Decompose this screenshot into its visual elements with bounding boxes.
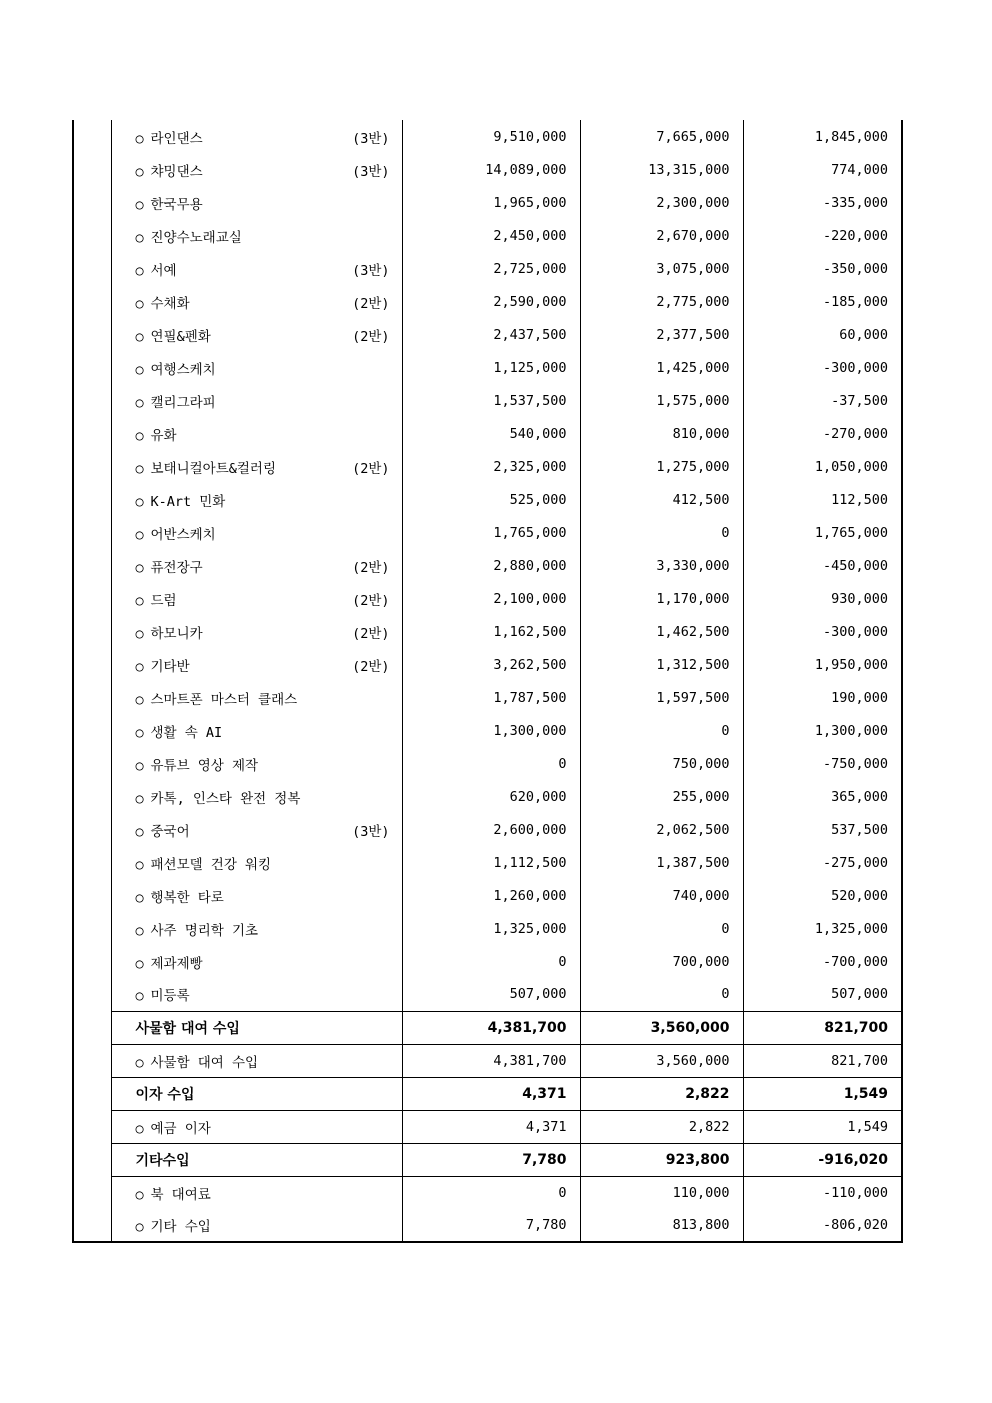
table-row (73, 879, 902, 912)
difference-cell: 930,000 (743, 582, 902, 615)
prior-amount-cell: 1,170,000 (580, 582, 743, 615)
difference-cell: -110,000 (743, 1176, 902, 1209)
table-row (73, 912, 902, 945)
amount-cell: 9,510,000 (402, 120, 580, 153)
class-count-note: (2반) (352, 592, 390, 609)
indent-cell (73, 1209, 111, 1242)
item-label: 챠밍댄스 (150, 163, 203, 180)
item-label: 캘리그라피 (150, 394, 216, 411)
prior-amount-cell: 3,560,000 (580, 1011, 743, 1044)
item-label: 패션모델 건강 워킹 (150, 856, 272, 873)
bullet-circle-icon: ○ (135, 691, 144, 708)
table-row (73, 120, 902, 153)
difference-cell: 112,500 (743, 483, 902, 516)
item-label: 어반스케치 (150, 526, 216, 543)
prior-amount-cell: 2,822 (580, 1077, 743, 1110)
item-cell (111, 120, 402, 153)
item-cell (111, 648, 402, 681)
bullet-circle-icon: ○ (135, 163, 144, 180)
difference-cell: -806,020 (743, 1209, 902, 1242)
table-row (73, 549, 902, 582)
item-cell (111, 318, 402, 351)
difference-cell: 1,845,000 (743, 120, 902, 153)
amount-cell: 2,437,500 (402, 318, 580, 351)
item-cell (111, 219, 402, 252)
bullet-circle-icon: ○ (135, 328, 144, 345)
difference-cell: -300,000 (743, 615, 902, 648)
prior-amount-cell: 750,000 (580, 747, 743, 780)
item-label: 진양수노래교실 (150, 229, 242, 246)
item-label: 미등록 (150, 988, 190, 1005)
indent-cell (73, 1077, 111, 1110)
item-cell (111, 186, 402, 219)
prior-amount-cell: 2,377,500 (580, 318, 743, 351)
indent-cell (73, 351, 111, 384)
item-cell (111, 516, 402, 549)
item-label: 드럼 (150, 592, 177, 609)
budget-table-body (73, 120, 902, 1242)
indent-cell (73, 516, 111, 549)
prior-amount-cell: 7,665,000 (580, 120, 743, 153)
item-label: 카톡, 인스타 완전 정복 (150, 790, 301, 807)
indent-cell (73, 747, 111, 780)
indent-cell (73, 384, 111, 417)
difference-cell: -335,000 (743, 186, 902, 219)
item-cell (111, 582, 402, 615)
item-cell (111, 549, 402, 582)
table-row (73, 384, 902, 417)
amount-cell: 1,765,000 (402, 516, 580, 549)
difference-cell: 520,000 (743, 879, 902, 912)
difference-cell: -270,000 (743, 417, 902, 450)
item-cell (111, 384, 402, 417)
indent-cell (73, 186, 111, 219)
item-label: 서예 (150, 262, 177, 279)
table-row (73, 450, 902, 483)
prior-amount-cell: 0 (580, 714, 743, 747)
amount-cell: 7,780 (402, 1209, 580, 1242)
indent-cell (73, 681, 111, 714)
class-count-note: (2반) (352, 625, 390, 642)
class-count-note: (3반) (352, 130, 390, 147)
bullet-circle-icon: ○ (135, 856, 144, 873)
item-label: 제과제빵 (150, 955, 203, 972)
amount-cell: 525,000 (402, 483, 580, 516)
difference-cell: 507,000 (743, 978, 902, 1011)
difference-cell: 190,000 (743, 681, 902, 714)
section-row (73, 1143, 902, 1176)
indent-cell (73, 714, 111, 747)
item-cell (111, 615, 402, 648)
item-label: 북 대여료 (150, 1186, 211, 1203)
bullet-circle-icon: ○ (135, 427, 144, 444)
prior-amount-cell: 813,800 (580, 1209, 743, 1242)
item-label: 수채화 (150, 295, 190, 312)
prior-amount-cell: 3,075,000 (580, 252, 743, 285)
amount-cell: 1,325,000 (402, 912, 580, 945)
item-cell (111, 945, 402, 978)
indent-cell (73, 1143, 111, 1176)
difference-cell: -750,000 (743, 747, 902, 780)
prior-amount-cell: 2,775,000 (580, 285, 743, 318)
prior-amount-cell: 255,000 (580, 780, 743, 813)
section-row (73, 1077, 902, 1110)
item-label: 스마트폰 마스터 클래스 (150, 691, 298, 708)
item-cell (111, 780, 402, 813)
difference-cell: 1,765,000 (743, 516, 902, 549)
table-row (73, 1176, 902, 1209)
bullet-circle-icon: ○ (135, 493, 144, 510)
prior-amount-cell: 740,000 (580, 879, 743, 912)
bullet-circle-icon: ○ (135, 790, 144, 807)
bullet-circle-icon: ○ (135, 823, 144, 840)
amount-cell: 4,371 (402, 1077, 580, 1110)
class-count-note: (2반) (352, 658, 390, 675)
table-row (73, 1044, 902, 1077)
amount-cell: 4,381,700 (402, 1044, 580, 1077)
item-label: 행복한 타로 (150, 889, 224, 906)
table-row (73, 1110, 902, 1143)
prior-amount-cell: 110,000 (580, 1176, 743, 1209)
item-cell (111, 1209, 402, 1242)
item-cell (111, 813, 402, 846)
class-count-note: (3반) (352, 823, 390, 840)
bullet-circle-icon: ○ (135, 526, 144, 543)
table-row (73, 846, 902, 879)
indent-cell (73, 450, 111, 483)
indent-cell (73, 879, 111, 912)
prior-amount-cell: 412,500 (580, 483, 743, 516)
bullet-circle-icon: ○ (135, 922, 144, 939)
bullet-circle-icon: ○ (135, 757, 144, 774)
prior-amount-cell: 3,560,000 (580, 1044, 743, 1077)
table-row (73, 186, 902, 219)
item-cell (111, 450, 402, 483)
table-row (73, 252, 902, 285)
item-cell (111, 747, 402, 780)
item-label: 퓨전장구 (150, 559, 203, 576)
table-row (73, 219, 902, 252)
indent-cell (73, 582, 111, 615)
table-row (73, 615, 902, 648)
prior-amount-cell: 2,062,500 (580, 813, 743, 846)
table-row (73, 747, 902, 780)
difference-cell: 1,549 (743, 1110, 902, 1143)
table-row (73, 714, 902, 747)
indent-cell (73, 1176, 111, 1209)
section-row (73, 1011, 902, 1044)
class-count-note: (3반) (352, 262, 390, 279)
item-cell (111, 417, 402, 450)
item-cell (111, 285, 402, 318)
item-label: 하모니카 (150, 625, 203, 642)
difference-cell: -300,000 (743, 351, 902, 384)
table-row (73, 1209, 902, 1242)
indent-cell (73, 219, 111, 252)
bullet-circle-icon: ○ (135, 592, 144, 609)
bullet-circle-icon: ○ (135, 361, 144, 378)
bullet-circle-icon: ○ (135, 1054, 144, 1071)
class-count-note: (3반) (352, 163, 390, 180)
prior-amount-cell: 3,330,000 (580, 549, 743, 582)
item-cell (111, 1176, 402, 1209)
amount-cell: 2,600,000 (402, 813, 580, 846)
prior-amount-cell: 0 (580, 516, 743, 549)
amount-cell: 0 (402, 1176, 580, 1209)
table-row (73, 582, 902, 615)
indent-cell (73, 945, 111, 978)
item-cell (111, 1143, 402, 1176)
difference-cell: -350,000 (743, 252, 902, 285)
item-cell (111, 1110, 402, 1143)
amount-cell: 7,780 (402, 1143, 580, 1176)
amount-cell: 4,381,700 (402, 1011, 580, 1044)
difference-cell: 60,000 (743, 318, 902, 351)
item-label: 사물함 대여 수입 (150, 1054, 259, 1071)
bullet-circle-icon: ○ (135, 460, 144, 477)
amount-cell: 0 (402, 945, 580, 978)
item-label: K-Art 민화 (150, 493, 226, 510)
prior-amount-cell: 1,575,000 (580, 384, 743, 417)
prior-amount-cell: 1,275,000 (580, 450, 743, 483)
difference-cell: 1,549 (743, 1077, 902, 1110)
table-row (73, 351, 902, 384)
class-count-note: (2반) (352, 295, 390, 312)
difference-cell: 537,500 (743, 813, 902, 846)
item-label: 한국무용 (150, 196, 203, 213)
item-label: 생활 속 AI (150, 724, 223, 741)
amount-cell: 14,089,000 (402, 153, 580, 186)
amount-cell: 540,000 (402, 417, 580, 450)
difference-cell: 1,050,000 (743, 450, 902, 483)
amount-cell: 507,000 (402, 978, 580, 1011)
difference-cell: 365,000 (743, 780, 902, 813)
bullet-circle-icon: ○ (135, 1186, 144, 1203)
table-row (73, 483, 902, 516)
amount-cell: 2,325,000 (402, 450, 580, 483)
table-row (73, 945, 902, 978)
item-label: 여행스케치 (150, 361, 216, 378)
prior-amount-cell: 2,670,000 (580, 219, 743, 252)
difference-cell: 1,950,000 (743, 648, 902, 681)
item-label: 중국어 (150, 823, 190, 840)
bullet-circle-icon: ○ (135, 394, 144, 411)
difference-cell: -220,000 (743, 219, 902, 252)
bullet-circle-icon: ○ (135, 724, 144, 741)
difference-cell: -275,000 (743, 846, 902, 879)
item-cell (111, 846, 402, 879)
bullet-circle-icon: ○ (135, 889, 144, 906)
difference-cell: -450,000 (743, 549, 902, 582)
amount-cell: 3,262,500 (402, 648, 580, 681)
indent-cell (73, 153, 111, 186)
amount-cell: 2,880,000 (402, 549, 580, 582)
item-label: 예금 이자 (150, 1120, 211, 1137)
item-cell (111, 681, 402, 714)
bullet-circle-icon: ○ (135, 955, 144, 972)
indent-cell (73, 285, 111, 318)
amount-cell: 1,965,000 (402, 186, 580, 219)
indent-cell (73, 549, 111, 582)
difference-cell: -37,500 (743, 384, 902, 417)
item-cell (111, 714, 402, 747)
prior-amount-cell: 2,822 (580, 1110, 743, 1143)
item-cell (111, 252, 402, 285)
prior-amount-cell: 0 (580, 978, 743, 1011)
amount-cell: 2,590,000 (402, 285, 580, 318)
difference-cell: -916,020 (743, 1143, 902, 1176)
prior-amount-cell: 2,300,000 (580, 186, 743, 219)
indent-cell (73, 318, 111, 351)
table-row (73, 780, 902, 813)
amount-cell: 1,300,000 (402, 714, 580, 747)
indent-cell (73, 483, 111, 516)
item-label: 유튜브 영상 제작 (150, 757, 259, 774)
table-row (73, 681, 902, 714)
table-row (73, 153, 902, 186)
item-cell (111, 1044, 402, 1077)
amount-cell: 1,112,500 (402, 846, 580, 879)
amount-cell: 4,371 (402, 1110, 580, 1143)
item-cell (111, 978, 402, 1011)
prior-amount-cell: 1,312,500 (580, 648, 743, 681)
item-label: 연필&펜화 (150, 328, 211, 345)
bullet-circle-icon: ○ (135, 196, 144, 213)
item-label: 보태니컬아트&컬러링 (150, 460, 276, 477)
item-cell (111, 879, 402, 912)
item-label: 기타 수입 (150, 1219, 211, 1235)
section-label: 이자 수입 (135, 1086, 195, 1103)
table-row (73, 813, 902, 846)
amount-cell: 1,537,500 (402, 384, 580, 417)
item-cell (111, 1077, 402, 1110)
prior-amount-cell: 0 (580, 912, 743, 945)
item-cell (111, 1011, 402, 1044)
indent-cell (73, 417, 111, 450)
amount-cell: 1,125,000 (402, 351, 580, 384)
indent-cell (73, 252, 111, 285)
bullet-circle-icon: ○ (135, 1219, 144, 1235)
class-count-note: (2반) (352, 460, 390, 477)
indent-cell (73, 648, 111, 681)
amount-cell: 2,100,000 (402, 582, 580, 615)
item-cell (111, 483, 402, 516)
bullet-circle-icon: ○ (135, 295, 144, 312)
amount-cell: 2,725,000 (402, 252, 580, 285)
section-label: 사물함 대여 수입 (135, 1020, 240, 1037)
item-cell (111, 351, 402, 384)
indent-cell (73, 1011, 111, 1044)
bullet-circle-icon: ○ (135, 262, 144, 279)
bullet-circle-icon: ○ (135, 130, 144, 147)
bullet-circle-icon: ○ (135, 559, 144, 576)
indent-cell (73, 978, 111, 1011)
table-row (73, 285, 902, 318)
bullet-circle-icon: ○ (135, 658, 144, 675)
indent-cell (73, 912, 111, 945)
class-count-note: (2반) (352, 559, 390, 576)
section-label: 기타수입 (135, 1152, 190, 1169)
prior-amount-cell: 700,000 (580, 945, 743, 978)
class-count-note: (2반) (352, 328, 390, 345)
table-row (73, 978, 902, 1011)
difference-cell: -185,000 (743, 285, 902, 318)
table-row (73, 516, 902, 549)
item-cell (111, 912, 402, 945)
amount-cell: 1,787,500 (402, 681, 580, 714)
table-row (73, 417, 902, 450)
item-label: 사주 명리학 기초 (150, 922, 259, 939)
budget-table (72, 120, 903, 1243)
indent-cell (73, 615, 111, 648)
prior-amount-cell: 13,315,000 (580, 153, 743, 186)
indent-cell (73, 1044, 111, 1077)
indent-cell (73, 813, 111, 846)
amount-cell: 0 (402, 747, 580, 780)
amount-cell: 2,450,000 (402, 219, 580, 252)
difference-cell: 821,700 (743, 1011, 902, 1044)
bullet-circle-icon: ○ (135, 229, 144, 246)
indent-cell (73, 846, 111, 879)
prior-amount-cell: 1,462,500 (580, 615, 743, 648)
prior-amount-cell: 1,425,000 (580, 351, 743, 384)
bullet-circle-icon: ○ (135, 988, 144, 1005)
bullet-circle-icon: ○ (135, 625, 144, 642)
difference-cell: -700,000 (743, 945, 902, 978)
indent-cell (73, 780, 111, 813)
indent-cell (73, 1110, 111, 1143)
difference-cell: 774,000 (743, 153, 902, 186)
prior-amount-cell: 1,597,500 (580, 681, 743, 714)
item-label: 기타반 (150, 658, 190, 675)
amount-cell: 1,260,000 (402, 879, 580, 912)
table-row (73, 318, 902, 351)
amount-cell: 1,162,500 (402, 615, 580, 648)
difference-cell: 1,300,000 (743, 714, 902, 747)
prior-amount-cell: 1,387,500 (580, 846, 743, 879)
indent-cell (73, 120, 111, 153)
difference-cell: 821,700 (743, 1044, 902, 1077)
amount-cell: 620,000 (402, 780, 580, 813)
prior-amount-cell: 923,800 (580, 1143, 743, 1176)
table-row (73, 648, 902, 681)
difference-cell: 1,325,000 (743, 912, 902, 945)
bullet-circle-icon: ○ (135, 1120, 144, 1137)
item-label: 라인댄스 (150, 130, 203, 147)
item-cell (111, 153, 402, 186)
prior-amount-cell: 810,000 (580, 417, 743, 450)
item-label: 유화 (150, 427, 177, 444)
